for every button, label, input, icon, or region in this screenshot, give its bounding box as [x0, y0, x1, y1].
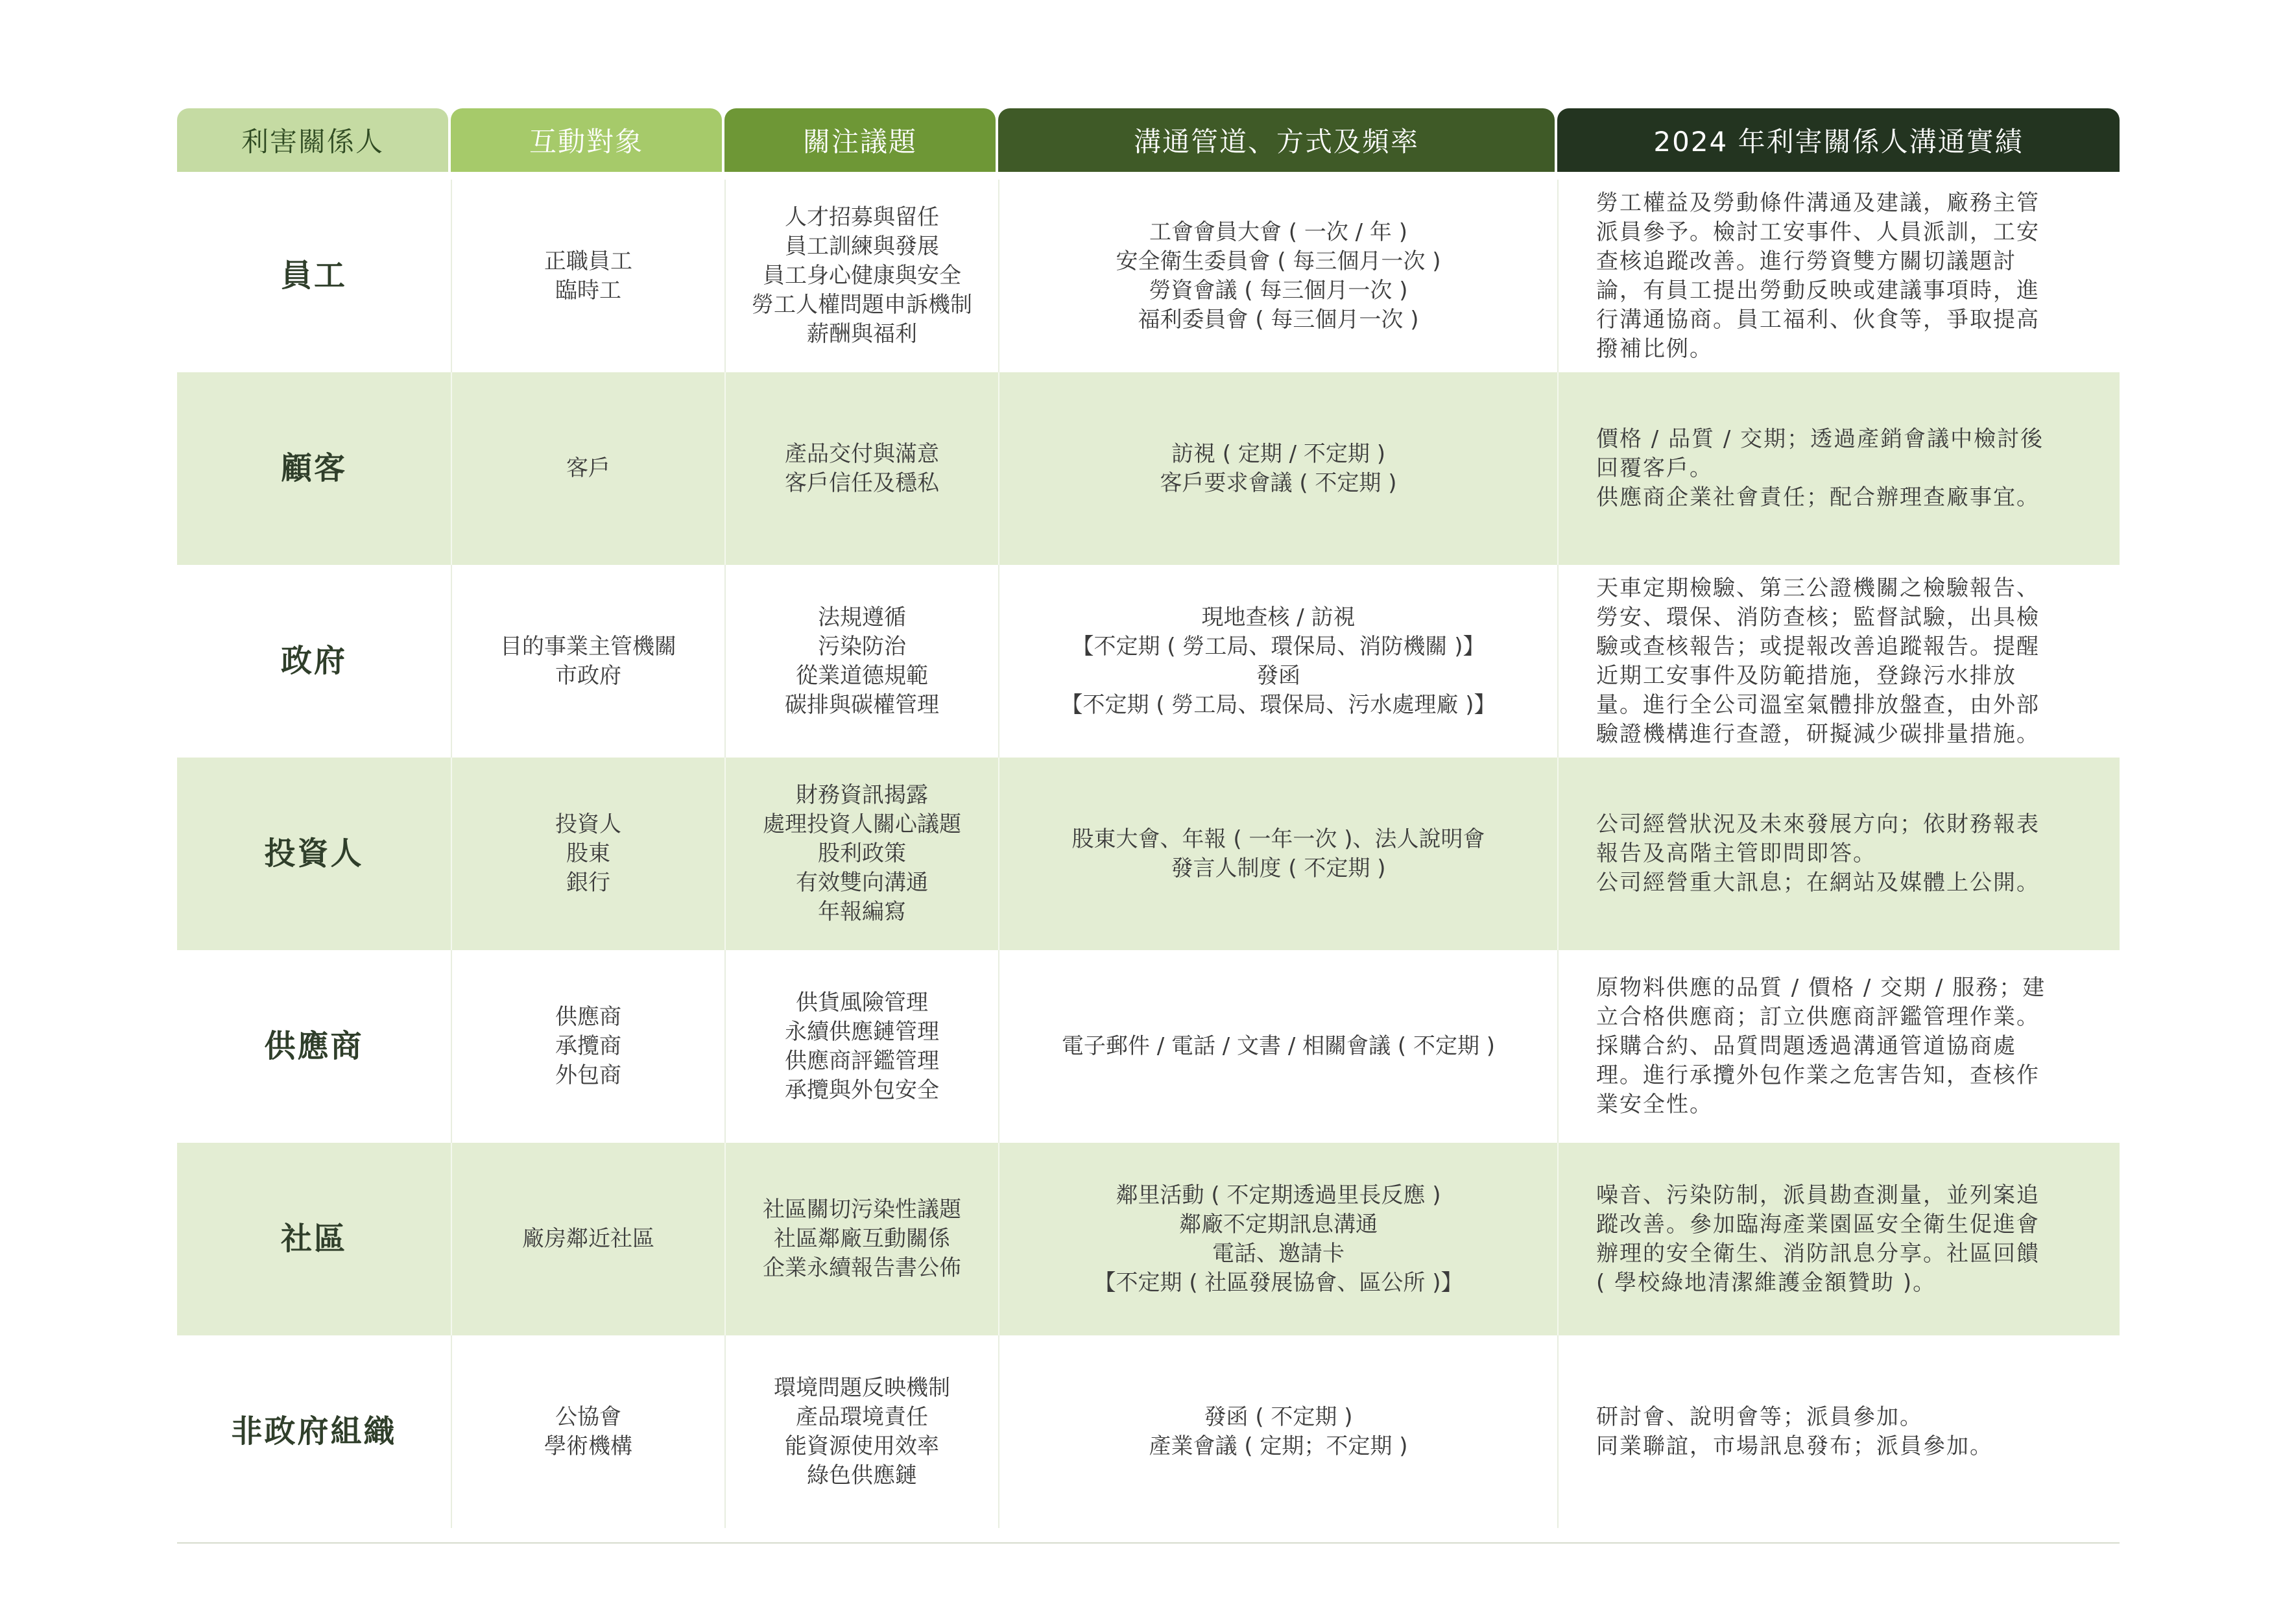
table-row-suppliers: [177, 950, 2120, 1143]
targets-cell: 廠房鄰近社區: [451, 1143, 724, 1335]
stakeholder-cell: 投資人: [264, 835, 364, 872]
channels-cell: 鄰里活動 ( 不定期透過里長反應 ) 鄰廠不定期訊息溝通 電話、邀請卡 【不定期 ( 社區發展協會、區公所 )】: [998, 1143, 1557, 1335]
results-cell: 研討會、說明會等；派員參加。 同業聯誼，市場訊息發布；派員參加。: [1557, 1335, 2120, 1528]
table-bottom-rule: [177, 1542, 2120, 1544]
targets-cell: 公協會 學術機構: [451, 1335, 724, 1528]
results-cell: 天車定期檢驗、第三公證機關之檢驗報告、 勞安、環保、消防查核；監督試驗，出具檢 驗或查核報告；或提報改善追蹤報告。提醒 近期工安事件及防範措施，登錄污水排放 量。進行全公司溫室氣體排放盤查，由外部 驗證機構進行查證，研擬減少碳排量措施。: [1557, 565, 2120, 758]
table-body: [177, 180, 2120, 1528]
stakeholder-cell: 供應商: [264, 1028, 364, 1064]
issues-cell: 財務資訊揭露 處理投資人關心議題 股利政策 有效雙向溝通 年報編寫: [724, 758, 998, 950]
header-communication-results: 2024 年利害關係人溝通實績: [1557, 108, 2120, 172]
targets-cell: 供應商 承攬商 外包商: [451, 950, 724, 1143]
table-row-customers: [177, 372, 2120, 565]
header-interaction-target: 互動對象: [451, 108, 722, 172]
channels-cell: 發函 ( 不定期 ) 產業會議 ( 定期；不定期 ): [998, 1335, 1557, 1528]
stakeholder-cell: 非政府組織: [231, 1413, 397, 1450]
stakeholder-cell: 政府: [280, 643, 347, 679]
stakeholder-cell: 顧客: [280, 450, 347, 486]
issues-cell: 法規遵循 污染防治 從業道德規範 碳排與碳權管理: [724, 565, 998, 758]
stakeholder-cell: 社區: [280, 1221, 347, 1257]
results-cell: 價格 / 品質 / 交期；透過產銷會議中檢討後 回覆客戶。 供應商企業社會責任；配合辦理查廠事宜。: [1557, 372, 2120, 565]
table-row-government: [177, 565, 2120, 758]
stakeholder-cell: 員工: [280, 257, 347, 294]
issues-cell: 社區關切污染性議題 社區鄰廠互動關係 企業永續報告書公佈: [724, 1143, 998, 1335]
issues-cell: 產品交付與滿意 客戶信任及穩私: [724, 372, 998, 565]
targets-cell: 正職員工 臨時工: [451, 180, 724, 372]
header-concern-issues: 關注議題: [724, 108, 996, 172]
channels-cell: 現地查核 / 訪視 【不定期 ( 勞工局、環保局、消防機關 )】 發函 【不定期 ( 勞工局、環保局、污水處理廠 )】: [998, 565, 1557, 758]
table-header-row: [177, 108, 2120, 172]
issues-cell: 人才招募與留任 員工訓練與發展 員工身心健康與安全 勞工人權問題申訴機制 薪酬與福利: [724, 180, 998, 372]
header-communication-channels: 溝通管道、方式及頻率: [998, 108, 1555, 172]
targets-cell: 目的事業主管機關 市政府: [451, 565, 724, 758]
table-row-investors: [177, 758, 2120, 950]
issues-cell: 環境問題反映機制 產品環境責任 能資源使用效率 綠色供應鏈: [724, 1335, 998, 1528]
targets-cell: 客戶: [451, 372, 724, 565]
channels-cell: 訪視 ( 定期 / 不定期 ) 客戶要求會議 ( 不定期 ): [998, 372, 1557, 565]
results-cell: 勞工權益及勞動條件溝通及建議，廠務主管 派員參予。檢討工安事件、人員派訓，工安 查核追蹤改善。進行勞資雙方關切議題討 論，有員工提出勞動反映或建議事項時，進 行溝通協商。員工福利、伙食等，爭取提高 撥補比例。: [1557, 180, 2120, 372]
targets-cell: 投資人 股東 銀行: [451, 758, 724, 950]
results-cell: 公司經營狀況及未來發展方向；依財務報表 報告及高階主管即問即答。 公司經營重大訊息；在網站及媒體上公開。: [1557, 758, 2120, 950]
results-cell: 原物料供應的品質 / 價格 / 交期 / 服務；建 立合格供應商；訂立供應商評鑑管理作業。 採購合約、品質問題透過溝通管道協商處 理。進行承攬外包作業之危害告知，查核作 業安全性。: [1557, 950, 2120, 1143]
stakeholder-communication-table: [177, 108, 2120, 1544]
table-row-employees: [177, 180, 2120, 372]
issues-cell: 供貨風險管理 永續供應鏈管理 供應商評鑑管理 承攬與外包安全: [724, 950, 998, 1143]
table-row-ngo: [177, 1335, 2120, 1528]
channels-cell: 股東大會、年報 ( 一年一次 )、法人說明會 發言人制度 ( 不定期 ): [998, 758, 1557, 950]
header-stakeholder: 利害關係人: [177, 108, 448, 172]
table-row-community: [177, 1143, 2120, 1335]
results-cell: 噪音、污染防制，派員勘查測量，並列案追 蹤改善。參加臨海產業園區安全衛生促進會 辦理的安全衛生、消防訊息分享。社區回饋 ( 學校綠地清潔維護金額贊助 )。: [1557, 1143, 2120, 1335]
channels-cell: 工會會員大會 ( 一次 / 年 ) 安全衛生委員會 ( 每三個月一次 ) 勞資會議 ( 每三個月一次 ) 福利委員會 ( 每三個月一次 ): [998, 180, 1557, 372]
channels-cell: 電子郵件 / 電話 / 文書 / 相關會議 ( 不定期 ): [998, 950, 1557, 1143]
